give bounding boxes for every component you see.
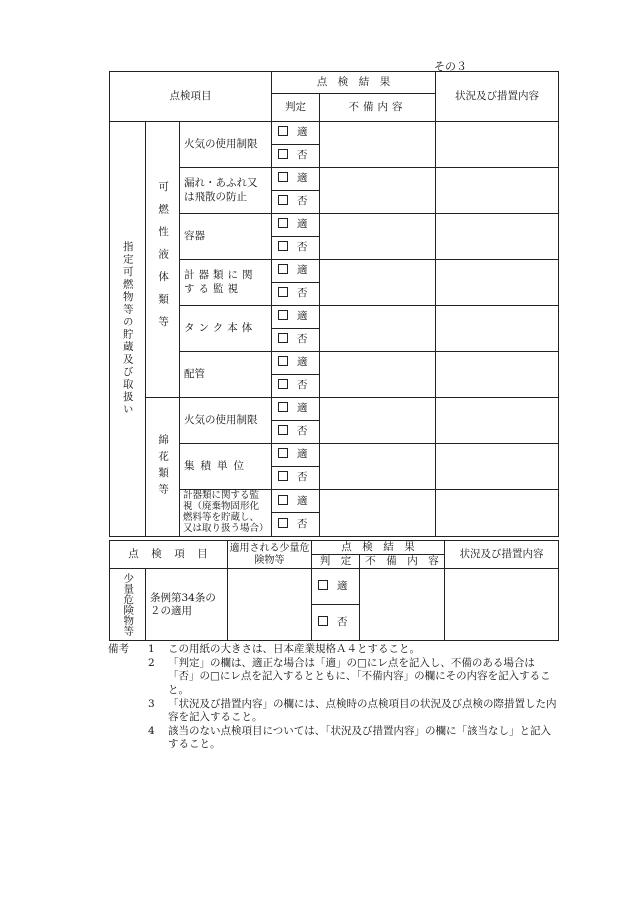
notes-section — [108, 643, 558, 752]
checkbox-icon[interactable] — [278, 218, 288, 228]
item-stacking-unit: 集積単位 — [180, 444, 272, 490]
checkbox-icon[interactable] — [278, 425, 288, 435]
checkbox-icon[interactable] — [278, 195, 288, 205]
header-defect: 不備内容 — [320, 94, 436, 122]
judgment-ng-checkbox[interactable]: 否 — [272, 145, 320, 168]
main-category: 指定可燃物等の貯蔵及び取扱い — [110, 122, 146, 537]
item-gauge-monitoring: 計器類に関する監視 — [180, 260, 272, 306]
note-item: 4 該当のない点検項目については、「状況及び措置内容」の欄に「該当なし」と記入すること。 — [148, 724, 552, 751]
judgment-ng-checkbox[interactable]: 否 — [272, 237, 320, 260]
judgment-ok-checkbox[interactable]: 適 — [272, 168, 320, 191]
checkbox-icon[interactable] — [278, 518, 288, 528]
note-item: 1 この用紙の大きさは、日本産業規格Ａ４とすること。 — [148, 643, 420, 655]
header-item: 点検項目 — [110, 72, 272, 122]
checkbox-icon[interactable] — [318, 580, 328, 590]
notes-title: 備考 — [108, 643, 129, 655]
page-label: その３ — [434, 60, 467, 73]
judgment-ng-checkbox[interactable]: 否 — [272, 329, 320, 352]
item-container: 容器 — [180, 214, 272, 260]
defect-cell[interactable] — [320, 168, 436, 214]
defect-cell[interactable] — [320, 352, 436, 398]
defect-cell[interactable] — [320, 398, 436, 444]
status-cell[interactable] — [436, 260, 559, 306]
judgment-ng-checkbox[interactable]: 否 — [272, 375, 320, 398]
judgment-ng-checkbox[interactable]: 否 — [272, 513, 320, 536]
t2-header-defect: 不 備 内 容 — [360, 555, 445, 569]
judgment-ok-checkbox[interactable]: 適 — [272, 306, 320, 329]
checkbox-icon[interactable] — [278, 356, 288, 366]
checkbox-icon[interactable] — [278, 402, 288, 412]
defect-cell[interactable] — [360, 569, 445, 641]
item-tank-body: タンク本体 — [180, 306, 272, 352]
checkbox-icon[interactable] — [278, 126, 288, 136]
defect-cell[interactable] — [320, 490, 436, 537]
judgment-ok-checkbox[interactable]: 適 — [272, 214, 320, 237]
judgment-ok-checkbox[interactable]: 適 — [272, 490, 320, 513]
header-status: 状況及び措置内容 — [436, 72, 559, 122]
status-cell[interactable] — [436, 122, 559, 168]
status-cell[interactable] — [445, 569, 559, 641]
judgment-ok-checkbox[interactable]: 適 — [272, 398, 320, 421]
t2-category: 少量危険物等 — [110, 569, 146, 641]
note-item: 2 「判定」の欄は、適正な場合は「適」の□にレ点を記入し、不備のある場合は「否」の□にレ点を記入するとともに、「不備内容」の欄にその内容を記入すること。 — [148, 656, 551, 696]
item-gauge-monitoring-rdf: 計器類に関する監視（廃棄物固形化燃料等を貯蔵し、又は取り扱う場合） — [180, 490, 272, 537]
checkbox-icon[interactable] — [278, 149, 288, 159]
t2-header-item: 点 検 項 目 — [110, 541, 228, 569]
defect-cell[interactable] — [320, 260, 436, 306]
status-cell[interactable] — [436, 214, 559, 260]
status-cell[interactable] — [436, 306, 559, 352]
judgment-ok-checkbox[interactable]: 適 — [272, 260, 320, 283]
item-fire-use-restriction: 火気の使用制限 — [180, 122, 272, 168]
status-cell[interactable] — [436, 398, 559, 444]
checkbox-icon[interactable] — [278, 333, 288, 343]
item-fire-use-restriction-cotton: 火気の使用制限 — [180, 398, 272, 444]
header-judgment: 判定 — [285, 101, 307, 114]
item-leak-prevention: 漏れ・あふれ又は飛散の防止 — [180, 168, 272, 214]
checkbox-icon[interactable] — [278, 264, 288, 274]
t2-header-status: 状況及び措置内容 — [445, 541, 559, 569]
header-result: 点 検 結 果 — [272, 72, 436, 94]
item-piping: 配管 — [180, 352, 272, 398]
judgment-ok-checkbox[interactable]: 適 — [272, 352, 320, 375]
t2-header-result: 点 検 結 果 — [312, 541, 445, 555]
status-cell[interactable] — [436, 490, 559, 537]
checkbox-icon[interactable] — [278, 172, 288, 182]
judgment-ok-checkbox[interactable]: 適 — [312, 569, 360, 605]
checkbox-icon[interactable] — [278, 448, 288, 458]
judgment-ng-checkbox[interactable]: 否 — [272, 421, 320, 444]
checkbox-icon[interactable] — [278, 379, 288, 389]
defect-cell[interactable] — [320, 444, 436, 490]
checkbox-icon[interactable] — [278, 471, 288, 481]
inspection-table-main — [109, 71, 559, 537]
checkbox-icon[interactable] — [278, 495, 288, 505]
judgment-ng-checkbox[interactable]: 否 — [312, 605, 360, 641]
t2-item: 条例第34条の２の適用 — [146, 569, 228, 641]
note-item: 3 「状況及び措置内容」の欄には、点検時の点検項目の状況及び点検の際措置した内容を記入すること。 — [148, 697, 557, 724]
checkbox-icon[interactable] — [278, 241, 288, 251]
defect-cell[interactable] — [320, 306, 436, 352]
judgment-ng-checkbox[interactable]: 否 — [272, 467, 320, 490]
defect-cell[interactable] — [320, 122, 436, 168]
t2-applied-cell[interactable] — [228, 569, 312, 641]
t2-header-judgment: 判 定 — [312, 555, 360, 569]
judgment-ok-checkbox[interactable]: 適 — [272, 122, 320, 145]
status-cell[interactable] — [436, 444, 559, 490]
checkbox-icon[interactable] — [318, 616, 328, 626]
judgment-ng-checkbox[interactable]: 否 — [272, 283, 320, 306]
group-flammable-liquids: 可燃性液体類等 — [146, 122, 180, 398]
inspection-table-small-quantity — [109, 540, 559, 641]
t2-header-applied: 適用される少量危険物等 — [228, 541, 312, 569]
checkbox-icon[interactable] — [278, 287, 288, 297]
group-cotton: 綿花類等 — [146, 398, 180, 537]
judgment-ng-checkbox[interactable]: 否 — [272, 191, 320, 214]
judgment-ok-checkbox[interactable]: 適 — [272, 444, 320, 467]
status-cell[interactable] — [436, 352, 559, 398]
defect-cell[interactable] — [320, 214, 436, 260]
checkbox-icon[interactable] — [278, 310, 288, 320]
status-cell[interactable] — [436, 168, 559, 214]
